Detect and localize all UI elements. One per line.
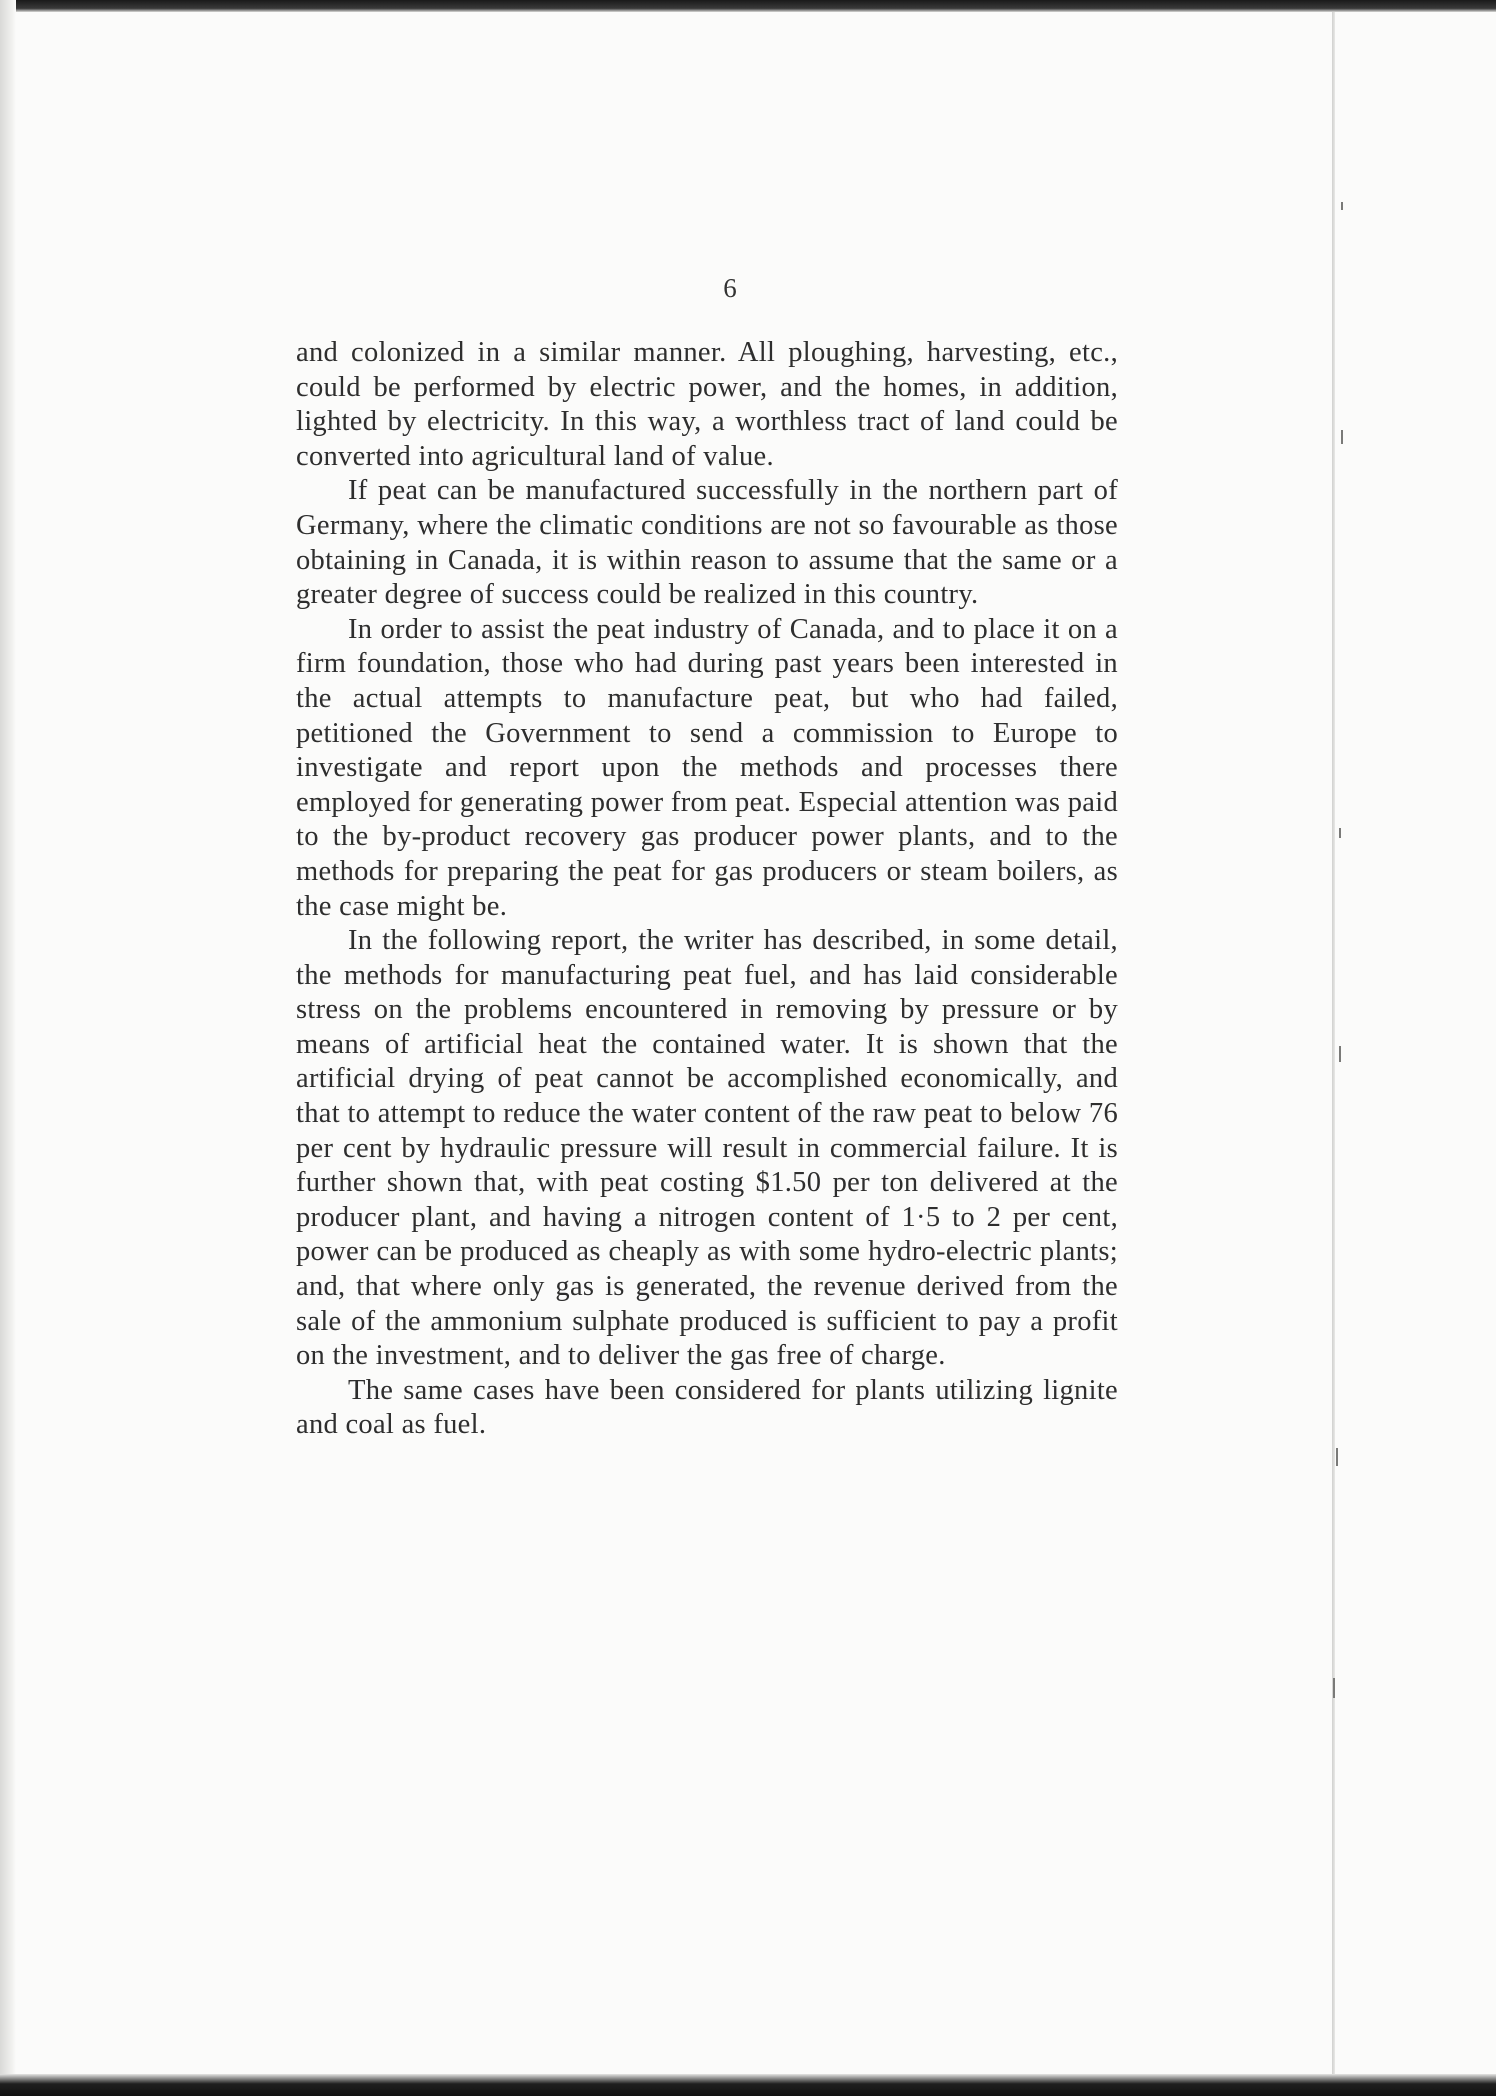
fold-mark [1333, 1678, 1335, 1698]
fold-mark [1339, 1046, 1341, 1062]
fold-mark [1339, 828, 1341, 838]
scan-bottom-edge [0, 2074, 1496, 2096]
page-fold-line [1332, 12, 1335, 2074]
paragraph-1: and colonized in a similar manner. All ploughing, harvesting, etc., could be performed by electric power, and the homes, in addition, lighted by electricity. In this way, a worthless tract of land could be converted into agricultural land of value. [296, 337, 1118, 472]
paragraph-2: If peat can be manufactured successfully in the northern part of Germany, where the climatic conditions are not so favourable as those obtaining in Canada, it is within reason to assume that the same or a greater degree of success could be realized in this country. [296, 475, 1118, 611]
scan-top-edge [0, 0, 1496, 12]
fold-mark [1341, 430, 1343, 444]
paragraph-4: In the following report, the writer has described, in some detail, the methods for manufacturing peat fuel, and has laid considerable stress on the problems encountered in removing by pressure or by means of artificial heat the contained water. It is shown that the artificial drying of peat cannot be accomplished economically, and that to attempt to reduce the water content of the raw peat to below 76 per cent by hydraulic pressure will result in commercial failure. It is further shown that, with peat costing $1.50 per ton delivered at the producer plant, and having a nitrogen content of 1·5 to 2 per cent, power can be produced as cheaply as with some hydro-electric plants; and, that where only gas is generated, the revenue derived from the sale of the ammonium sulphate produced is sufficient to pay a profit on the investment, and to deliver the gas free of charge. [296, 925, 1118, 1372]
fold-mark [1336, 1448, 1338, 1466]
paragraph-3: In order to assist the peat industry of Canada, and to place it on a firm foundation, those who had during past years been interested in the actual attempts to manufacture peat, but who had failed, petitioned the Government to send a commission to Europe to investigate and report upon the methods and processes there employed for generating power from peat. Especial attention was paid to the by-product recovery gas producer power plants, and to the methods for preparing the peat for gas producers or steam boilers, as the case might be. [296, 613, 1118, 922]
page-number: 6 [723, 273, 737, 303]
scan-left-shadow [0, 0, 16, 2096]
body-text [296, 336, 1118, 1443]
paragraph-5: The same cases have been considered for plants utilizing lignite and coal as fuel. [296, 1374, 1118, 1441]
fold-mark [1341, 202, 1343, 210]
